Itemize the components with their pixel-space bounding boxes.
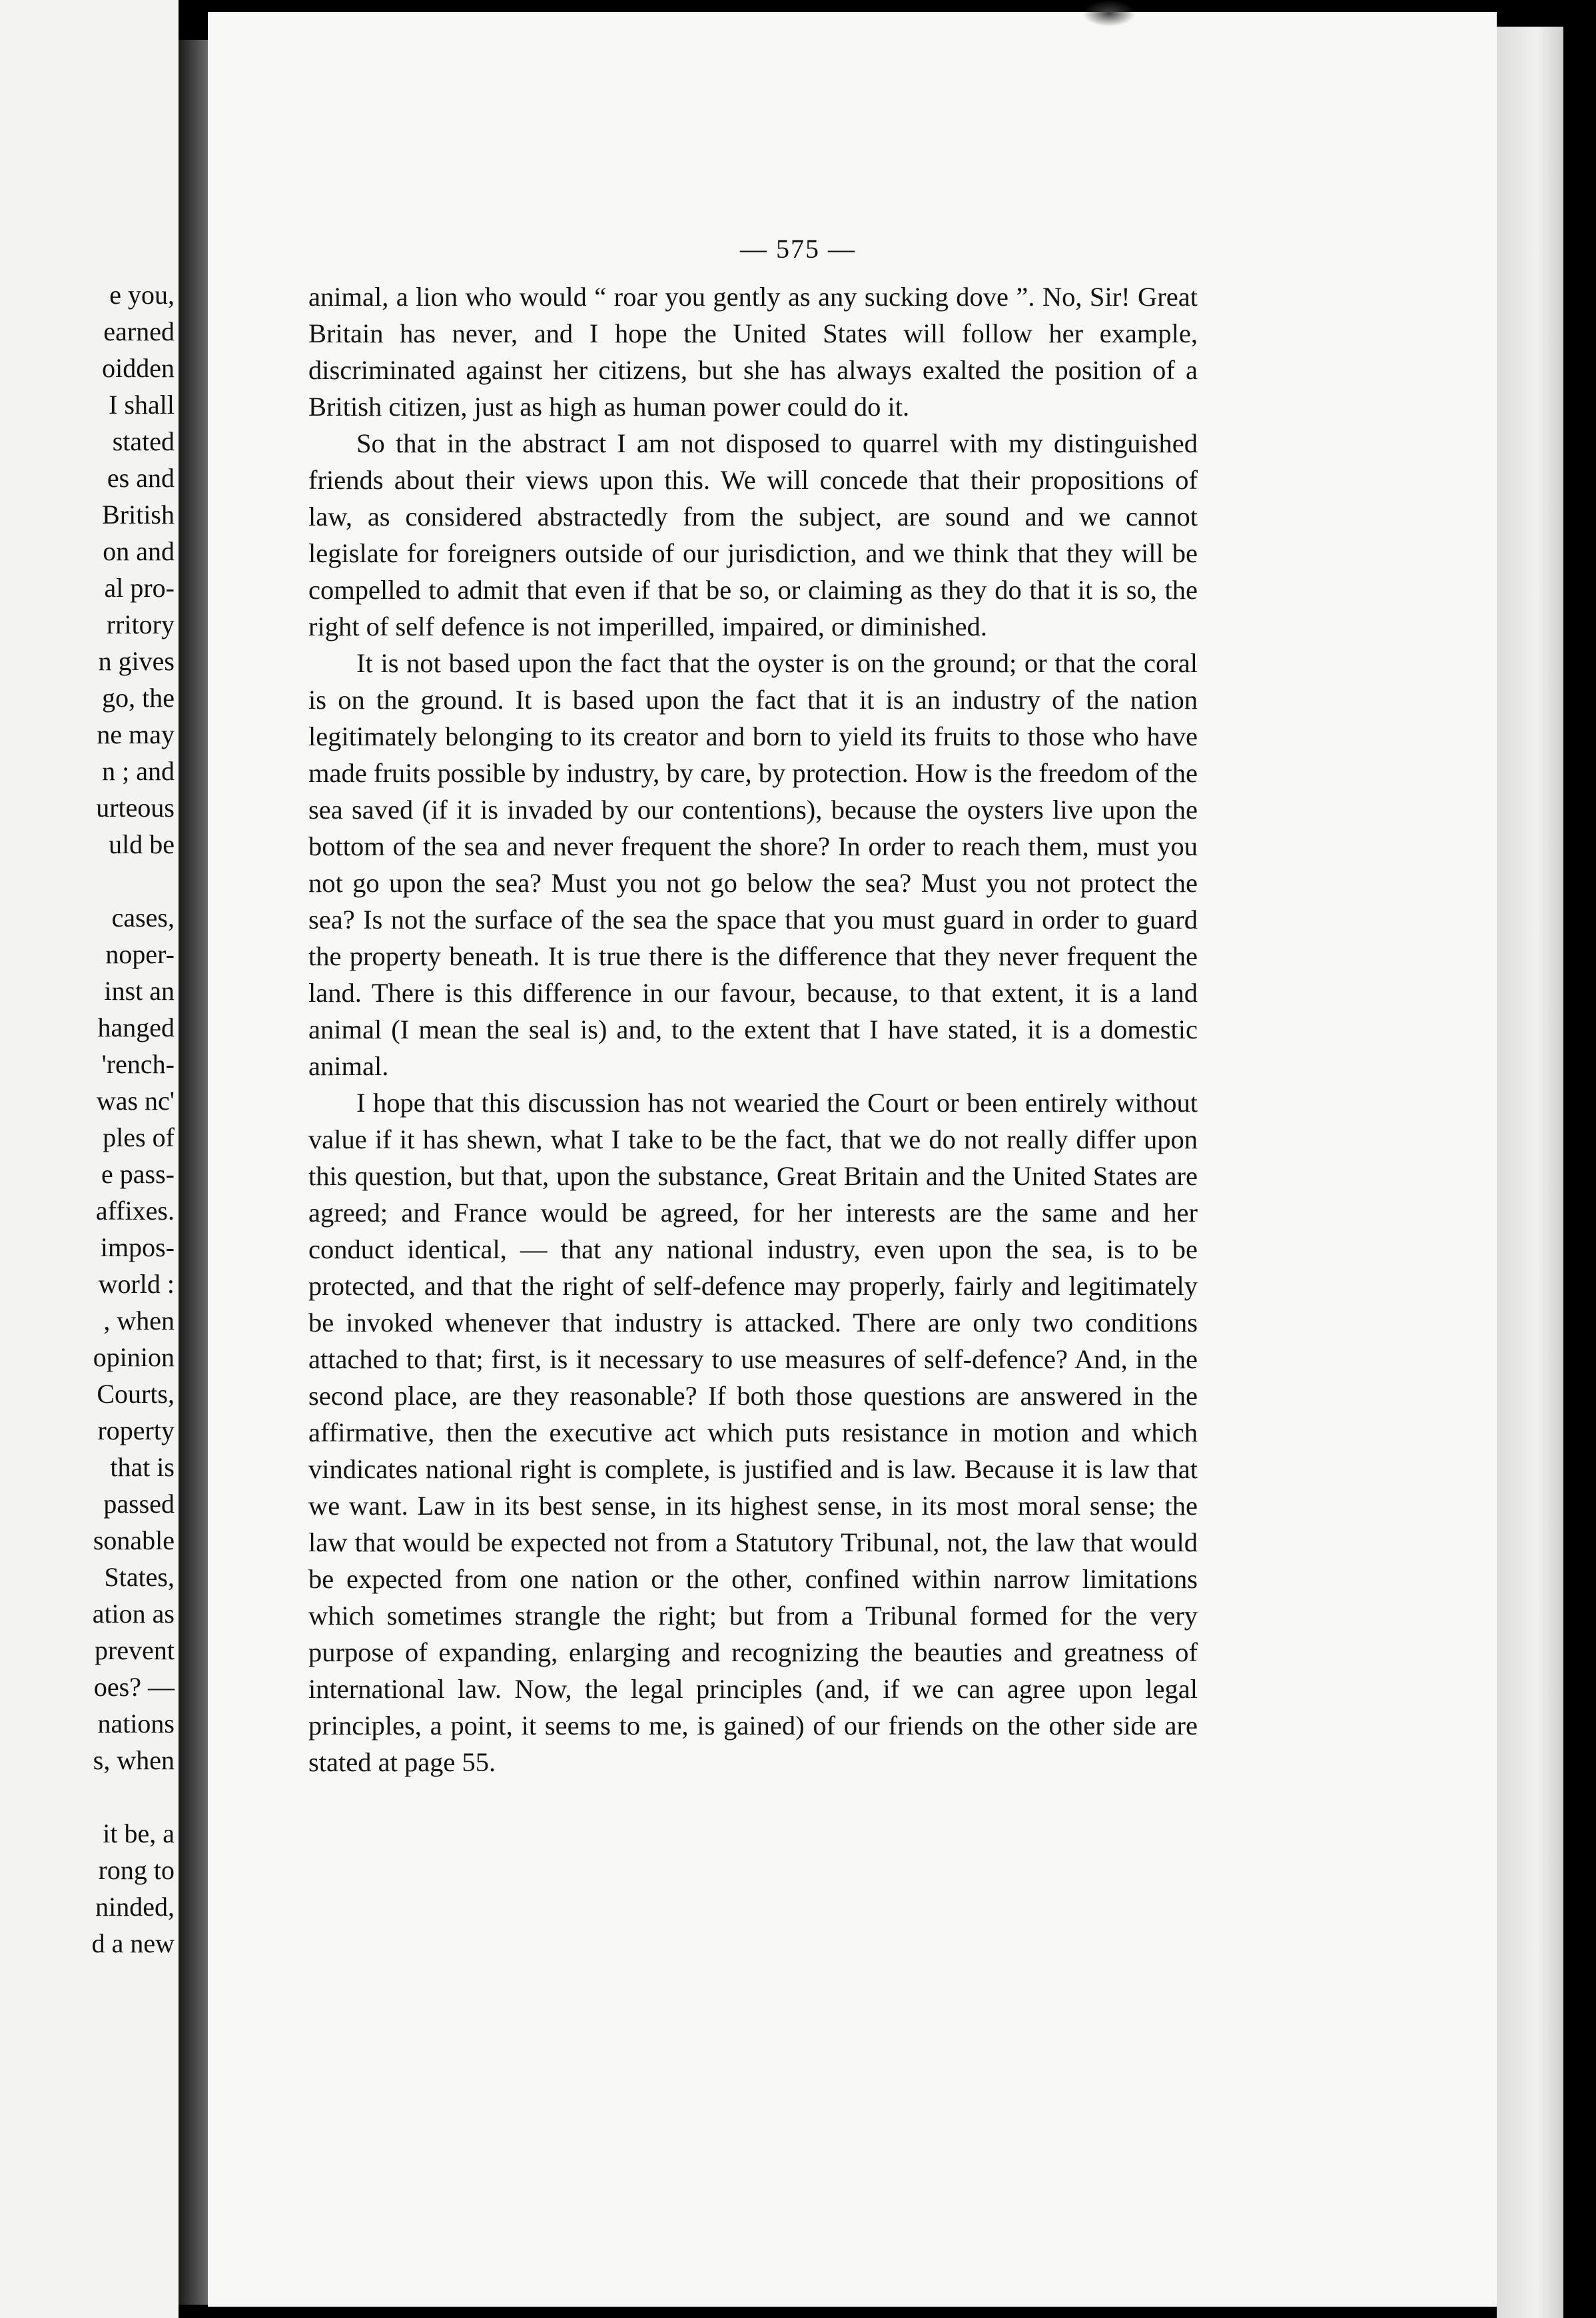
paragraph: I hope that this discussion has not wearied the Court or been entirely without value if it has shewn, what I take to be the fact, that we do not really differ upon this question, but that, upon the substance, Great Britain and the United States are agreed; and France would be agreed, for her interests are the same and her conduct identical, — that any national industry, even upon the sea, is to be protected, and that the right of self-defence may properly, fairly and legitimately be invoked whenever that industry is attacked. There are only two conditions attached to that; first, is it necessary to use measures of self-defence? And, in the second place, are they reasonable? If both those questions are answered in the affirmative, then the executive act which puts resistance in motion and which vindicates national right is complete, is justified and is law. Because it is law that we want. Law in its best sense, in its highest sense, in its most moral sense; the law that would be expected not from a Statutory Tribunal, not, the law that would be expected from one nation or the other, confined within narrow limitations which sometimes strangle the right; but from a Tribunal formed for the very purpose of expanding, enlarging and recognizing the beauties and greatness of international law. Now, the legal principles (and, if we can agree upon legal principles, a point, it seems to me, is gained) of our friends on the other side are stated at page 55. (308, 1088, 1198, 1777)
body-text (308, 278, 1198, 1780)
left-page-line: affixes. (95, 1196, 175, 1226)
left-page-line: urteous (96, 793, 175, 823)
left-page-line: it be, a (103, 1818, 175, 1848)
left-page-line: s, when (93, 1745, 175, 1775)
left-page-line: , when (103, 1306, 175, 1336)
left-page-line: opinion (93, 1342, 175, 1372)
left-page-line: 'rench- (101, 1049, 175, 1079)
left-page-text-fragments (0, 276, 179, 1962)
left-page-line: oidden (102, 353, 175, 383)
left-page-line: ples of (103, 1122, 175, 1152)
left-page-line: Courts, (97, 1379, 175, 1409)
left-page-line: oes? — (93, 1672, 175, 1702)
left-page-line: e pass- (101, 1159, 175, 1189)
left-page-line: prevent (95, 1635, 175, 1665)
left-page-line: n gives (98, 646, 175, 676)
left-page-line: hanged (97, 1012, 175, 1042)
paragraph: It is not based upon the fact that the oyster is on the ground; or that the coral is on the ground. It is based upon the fact that it is an industry of the nation legitimately belonging to its creator and born to yield its fruits to those who have made fruits possible by industry, by care, by protection. How is the freedom of the sea saved (if it is invaded by our contentions), because the oysters live upon the bottom of the sea and never frequent the shore? In order to reach them, must you not go upon the sea? Must you not go below the sea? Must you not protect the sea? Is not the surface of the sea the space that you must guard in order to guard the property beneath. It is true there is the difference that they never frequent the land. There is this difference in our favour, because, to that extent, it is a land animal (I mean the seal is) and, to the extent that I have stated, it is a domestic animal. (308, 648, 1198, 1081)
left-page-line: rritory (106, 609, 175, 639)
left-page-line: world : (98, 1269, 175, 1299)
left-page-line: stated (112, 426, 175, 456)
left-page-line: that is (110, 1452, 175, 1482)
left-page-line: British (102, 500, 175, 530)
left-page-line: inst an (104, 976, 175, 1006)
left-page-line: sonable (93, 1525, 175, 1555)
left-page-line: d a new (91, 1928, 175, 1958)
scan-border (1563, 0, 1596, 2318)
left-page-line: uld be (109, 829, 175, 859)
left-page-line: States, (104, 1562, 175, 1592)
page-edge (1497, 27, 1563, 2318)
left-page-line (0, 863, 179, 899)
paragraph: animal, a lion who would “ roar you gently as any sucking dove ”. No, Sir! Great Britain has never, and I hope the United States will follow her example, discriminated against her citizens, but she has always exalted the position of a British citizen, just as high as human power could do it. (308, 282, 1198, 422)
left-page-line: earned (103, 316, 175, 346)
page-number: — 575 — (740, 234, 856, 264)
left-facing-page (0, 0, 179, 2318)
left-page-line: al pro- (104, 573, 175, 603)
left-page-line: on and (103, 536, 175, 566)
left-page-line: go, the (102, 683, 175, 713)
left-page-line: ne may (97, 719, 175, 749)
left-page-line: cases, (111, 903, 175, 933)
left-page-line: e you, (109, 280, 175, 310)
paragraph: So that in the abstract I am not disposed to quarrel with my distinguished friends about their views upon this. We will concede that their propositions of law, as considered abstractedly from the subject, are sound and we cannot legislate for foreigners outside of our jurisdiction, and we think that they will be compelled to admit that even if that be so, or claiming as they do that it is so, the right of self defence is not imperilled, impaired, or diminished. (308, 428, 1198, 641)
left-page-line: roperty (97, 1415, 175, 1445)
left-page-line (0, 1778, 179, 1815)
left-page-line: n ; and (102, 756, 175, 786)
left-page-line: noper- (105, 939, 175, 969)
left-page-line: ation as (92, 1599, 175, 1629)
left-page-line: ninded, (95, 1892, 175, 1922)
left-page-line: impos- (100, 1232, 175, 1262)
left-page-line: es and (107, 463, 175, 493)
left-page-line: I shall (109, 390, 175, 420)
book-gutter (179, 40, 208, 2305)
left-page-line: passed (103, 1489, 175, 1519)
scan-smudge (1082, 0, 1136, 27)
left-page-line: was nc' (96, 1086, 175, 1116)
left-page-line: rong to (98, 1855, 175, 1885)
left-page-line: nations (97, 1709, 175, 1738)
